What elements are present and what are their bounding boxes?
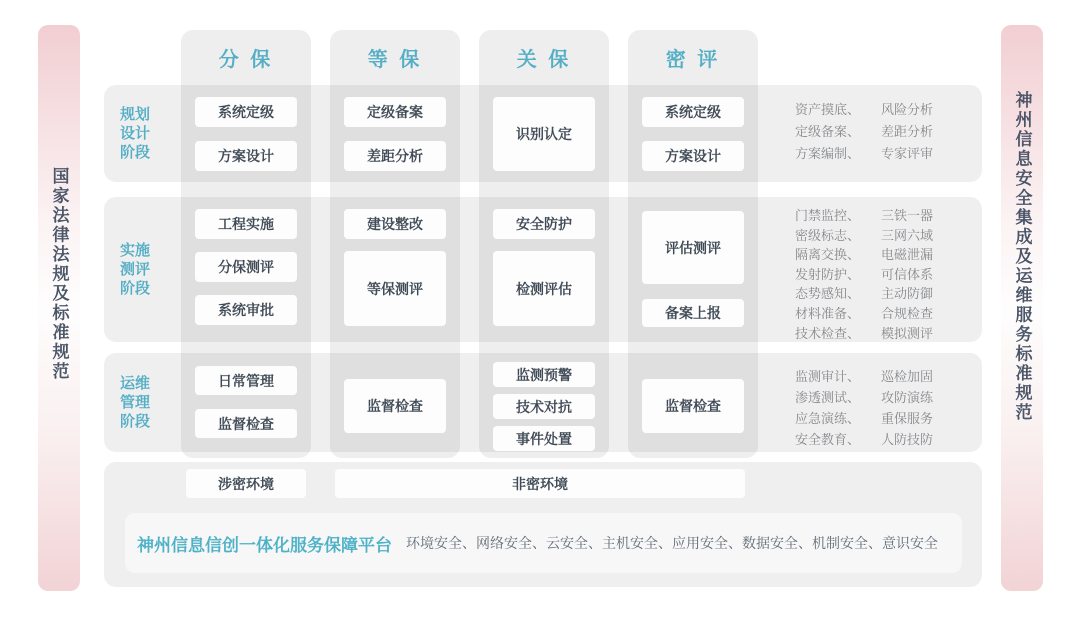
platform-box (125, 513, 962, 573)
note-item: 渗透测试、 (795, 390, 861, 405)
column-header-miping: 密 评 (665, 49, 721, 71)
cell-construction-rectification: 建设整改 (344, 209, 446, 239)
note-item: 主动防御 (881, 286, 934, 302)
row-label-line: 阶段 (120, 413, 151, 430)
note-item: 合规检查 (881, 305, 934, 321)
cell-dengbao-evaluation: 等保测评 (344, 251, 446, 326)
cell-security-protection: 安全防护 (493, 209, 595, 239)
note-item: 电磁泄漏 (881, 247, 934, 263)
cell-incident-handling: 事件处置 (493, 426, 595, 451)
note-item: 方案编制、 (795, 146, 861, 161)
note-item: 发射防护、 (795, 266, 861, 282)
note-item: 安全教育、 (795, 432, 861, 447)
row-label-operation-management (120, 353, 176, 452)
cell-technical-countermeasure: 技术对抗 (493, 394, 595, 419)
row-label-line: 阶段 (120, 280, 151, 297)
row-label-line: 规划 (120, 106, 151, 123)
column-header-guanbao: 关 保 (516, 49, 572, 71)
cell-scheme-design-miping: 方案设计 (642, 141, 744, 171)
notes-planning-design (795, 99, 933, 165)
row-label-line: 运维 (120, 375, 151, 392)
row-band-operation-management (104, 353, 982, 452)
cell-system-grading-miping: 系统定级 (642, 97, 744, 127)
note-item: 态势感知、 (795, 286, 861, 302)
cell-identification: 识别认定 (493, 97, 595, 171)
row-label-planning-design (120, 85, 176, 182)
note-item: 人防技防 (881, 432, 934, 447)
row-label-line: 设计 (120, 125, 151, 142)
note-item: 攻防演练 (881, 390, 934, 405)
note-item: 专家评审 (881, 146, 934, 161)
note-item: 资产摸底、 (795, 102, 861, 117)
note-item: 隔离交换、 (795, 247, 861, 263)
note-item: 巡检加固 (881, 369, 934, 384)
non-classified-environment-box: 非密环境 (335, 469, 745, 498)
cell-filing-report: 备案上报 (642, 299, 744, 327)
right-standard-bar (1001, 25, 1043, 591)
row-label-implementation-evaluation (120, 197, 176, 342)
right-standard-label: 神州信息安全集成及运维服务标准规范 (1012, 91, 1032, 423)
row-label-line: 阶段 (120, 144, 151, 161)
note-item: 定级备案、 (795, 124, 861, 139)
row-band-implementation-evaluation (104, 197, 982, 342)
bottom-panel (104, 462, 982, 587)
note-item: 应急演练、 (795, 411, 861, 426)
note-item: 三铁一器 (881, 208, 934, 223)
cell-gap-analysis: 差距分析 (344, 141, 446, 171)
cell-supervision-inspection-miping: 监督检查 (642, 379, 744, 433)
cell-project-implementation: 工程实施 (195, 209, 297, 239)
row-label-line: 测评 (120, 261, 151, 278)
cell-system-grading: 系统定级 (195, 97, 297, 127)
column-header-fenbao: 分 保 (218, 49, 274, 71)
note-item: 模拟测评 (881, 325, 934, 341)
notes-implementation-evaluation (795, 206, 933, 343)
note-item: 材料准备、 (795, 305, 861, 321)
classified-environment-box: 涉密环境 (186, 469, 306, 498)
platform-items: 环境安全、网络安全、云安全、主机安全、应用安全、数据安全、机制安全、意识安全 (406, 535, 938, 551)
cell-monitoring-warning: 监测预警 (493, 362, 595, 387)
row-label-line: 管理 (120, 394, 151, 411)
cell-grading-filing: 定级备案 (344, 97, 446, 127)
note-item: 三网六域 (881, 227, 934, 243)
cell-assessment-evaluation: 评估测评 (642, 211, 744, 284)
note-item: 重保服务 (881, 411, 934, 426)
row-band-planning-design (104, 85, 982, 182)
cell-supervision-inspection-dengbao: 监督检查 (344, 379, 446, 433)
notes-operation-management (795, 366, 933, 450)
left-regulation-bar (38, 25, 80, 591)
note-item: 风险分析 (881, 102, 934, 117)
left-regulation-label: 国家法律法规及标准规范 (49, 167, 69, 382)
note-item: 监测审计、 (795, 369, 861, 384)
cell-scheme-design: 方案设计 (195, 141, 297, 171)
cell-supervision-inspection: 监督检查 (195, 409, 297, 438)
note-item: 技术检查、 (795, 325, 861, 341)
note-item: 差距分析 (881, 124, 934, 139)
cell-system-approval: 系统审批 (195, 295, 297, 325)
note-item: 密级标志、 (795, 227, 861, 243)
column-header-dengbao: 等 保 (367, 49, 423, 71)
cell-daily-management: 日常管理 (195, 366, 297, 395)
cell-detection-assessment: 检测评估 (493, 251, 595, 326)
note-item: 可信体系 (881, 266, 934, 282)
note-item: 门禁监控、 (795, 208, 861, 223)
platform-title: 神州信息信创一体化服务保障平台 (137, 535, 392, 555)
cell-fenbao-evaluation: 分保测评 (195, 252, 297, 282)
row-label-line: 实施 (120, 242, 151, 259)
